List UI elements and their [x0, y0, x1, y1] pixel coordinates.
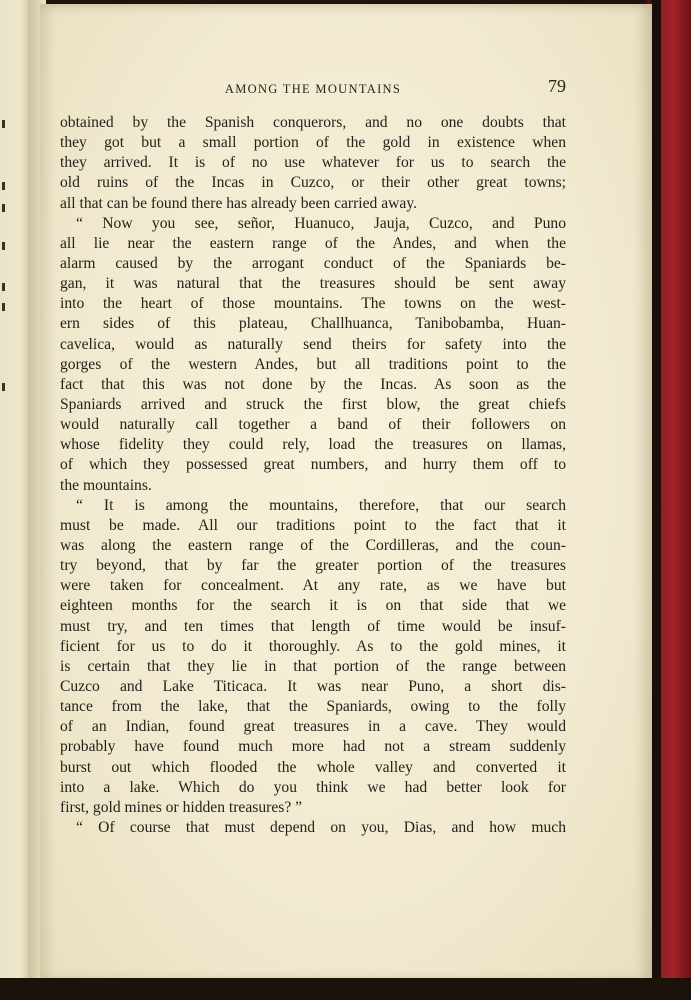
text-line: alarm caused by the arrogant conduct of the Spaniards be-: [60, 254, 566, 272]
text-line: of an Indian, found great treasures in a cave. They would: [60, 718, 566, 736]
text-line: into a lake. Which do you think we had better look for: [60, 778, 566, 796]
text-line: “ It is among the mountains, therefore, that our search: [76, 496, 566, 514]
book-cover-shadow: [651, 0, 661, 1000]
text-line: eighteen months for the search it is on that side that we: [60, 597, 566, 615]
text-line: ern sides of this plateau, Challhuanca, Tanibobamba, Huan-: [60, 315, 566, 333]
page-edge-mark: [2, 383, 5, 391]
text-line: gan, it was natural that the treasures should be sent away: [60, 275, 566, 293]
text-line: probably have found much more had not a stream suddenly: [60, 738, 566, 756]
page-edge-mark: [2, 303, 5, 311]
body-text: [60, 113, 566, 838]
scan-bottom-edge: [0, 978, 691, 1000]
text-line: is certain that they lie in that portion of the range between: [60, 657, 566, 675]
text-line: all that can be found there has already been carried away.: [60, 194, 418, 212]
text-line: all lie near the eastern range of the Andes, and when the: [60, 234, 566, 252]
text-line: would naturally call together a band of their followers on: [60, 416, 566, 434]
page-edge-mark: [2, 182, 5, 190]
text-line: fact that this was not done by the Incas. As soon as the: [60, 375, 566, 393]
text-line: first, gold mines or hidden treasures? ”: [60, 798, 303, 816]
text-line: Cuzco and Lake Titicaca. It was near Puno, a short dis-: [60, 677, 566, 695]
text-line: old ruins of the Incas in Cuzco, or their other great towns;: [60, 174, 566, 192]
page-header: [60, 76, 566, 102]
text-line: into the heart of those mountains. The towns on the west-: [60, 295, 566, 313]
text-line: they arrived. It is of no use whatever for us to search the: [60, 154, 566, 172]
text-line: “ Now you see, señor, Huanuco, Jauja, Cuzco, and Puno: [76, 214, 566, 232]
text-line: whose fidelity they could rely, load the treasures on llamas,: [60, 436, 566, 454]
text-line: Spaniards arrived and struck the first blow, the great chiefs: [60, 395, 566, 413]
text-line: were taken for concealment. At any rate, as we have but: [60, 577, 566, 595]
page-number: 79: [548, 76, 566, 96]
text-line: gorges of the western Andes, but all traditions point to the: [60, 355, 566, 373]
page-edge-mark: [2, 283, 5, 291]
text-line: obtained by the Spanish conquerors, and no one doubts that: [60, 114, 566, 131]
text-line: must be made. All our traditions point to the fact that it: [60, 516, 566, 534]
text-line: they got but a small portion of the gold in existence when: [60, 134, 566, 152]
running-head: AMONG THE MOUNTAINS: [224, 82, 402, 96]
text-line: cavelica, would as naturally send theirs for safety into the: [60, 335, 566, 353]
page-edge-mark: [2, 204, 5, 212]
text-line: ficient for us to do it thoroughly. As to the gold mines, it: [60, 637, 566, 655]
text-line: “ Of course that must depend on you, Dias, and how much: [76, 818, 566, 836]
page-edge-mark: [2, 242, 5, 250]
text-line: must try, and ten times that length of time would be insuf-: [60, 617, 566, 635]
text-line: try beyond, that by far the greater portion of the treasures: [60, 557, 566, 575]
text-line: the mountains.: [60, 476, 152, 494]
text-line: burst out which flooded the whole valley and converted it: [60, 758, 566, 776]
text-line: tance from the lake, that the Spaniards, owing to the folly: [60, 698, 566, 716]
text-line: of which they possessed great numbers, and hurry them off to: [60, 456, 566, 474]
previous-page-edge: [0, 0, 28, 990]
page-edge-mark: [2, 120, 5, 128]
text-line: was along the eastern range of the Cordilleras, and the coun-: [60, 536, 566, 554]
